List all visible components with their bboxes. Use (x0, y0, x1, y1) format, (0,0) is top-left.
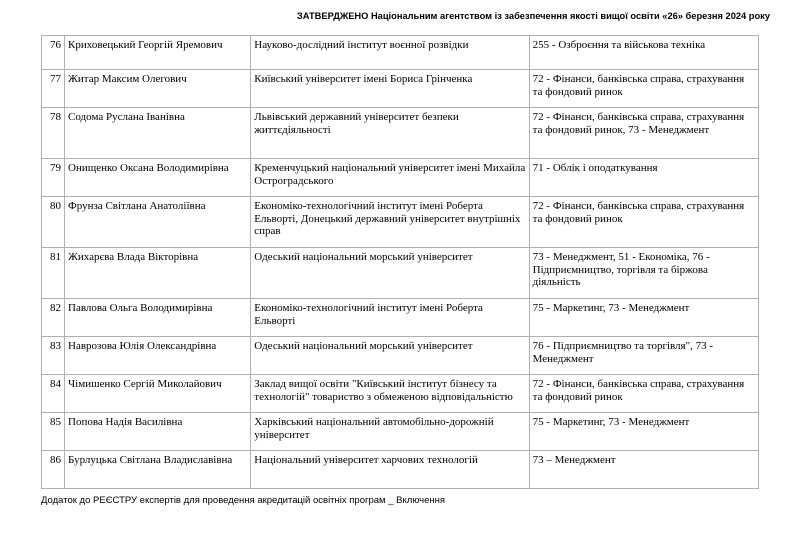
specialty: 71 - Облік і оподаткування (529, 159, 758, 197)
table-row (42, 108, 759, 159)
approval-header: ЗАТВЕРДЖЕНО Національним агентством із забезпечення якості вищої освіти «26» березня 2024 року (296, 11, 770, 21)
expert-name: Жихарєва Влада Вікторівна (65, 248, 251, 299)
row-number: 85 (42, 413, 65, 451)
institution: Харківський національний автомобільно-дорожній університет (251, 413, 529, 451)
institution: Науково-дослідний інститут воєнної розвідки (251, 36, 529, 70)
institution: Кременчуцький національний університет імені Михайла Остроградського (251, 159, 529, 197)
row-number: 80 (42, 197, 65, 248)
specialty: 76 - Підприємництво та торгівля", 73 - Менеджмент (529, 337, 758, 375)
institution: Заклад вищої освіти "Київський інститут бізнесу та технологій" товариство з обмеженою відповідальністю (251, 375, 529, 413)
table-row (42, 375, 759, 413)
institution: Одеський національний морський університет (251, 248, 529, 299)
expert-name: Наврозова Юлія Олександрівна (65, 337, 251, 375)
expert-name: Житар Максим Олегович (65, 70, 251, 108)
specialty: 72 - Фінанси, банківська справа, страхування та фондовий ринок, 73 - Менеджмент (529, 108, 758, 159)
row-number: 79 (42, 159, 65, 197)
row-number: 84 (42, 375, 65, 413)
specialty: 255 - Озброєння та військова техніка (529, 36, 758, 70)
table-row (42, 337, 759, 375)
row-number: 81 (42, 248, 65, 299)
expert-name: Бурлуцька Світлана Владиславівна (65, 451, 251, 489)
footer-note: Додаток до РЕЄСТРУ експертів для проведення акредитацій освітніх програм _ Включення (41, 495, 446, 506)
table-row (42, 159, 759, 197)
table-row (42, 299, 759, 337)
specialty: 75 - Маркетинг, 73 - Менеджмент (529, 299, 758, 337)
expert-name: Попова Надія Василівна (65, 413, 251, 451)
institution: Київський університет імені Бориса Грінченка (251, 70, 529, 108)
row-number: 83 (42, 337, 65, 375)
specialty: 72 - Фінанси, банківська справа, страхування та фондовий ринок (529, 375, 758, 413)
expert-name: Онищенко Оксана Володимирівна (65, 159, 251, 197)
row-number: 78 (42, 108, 65, 159)
expert-name: Чімишенко Сергій Миколайович (65, 375, 251, 413)
specialty: 72 - Фінанси, банківська справа, страхування та фондовий ринок (529, 70, 758, 108)
experts-table (41, 35, 759, 489)
row-number: 77 (42, 70, 65, 108)
institution: Одеський національний морський університет (251, 337, 529, 375)
row-number: 76 (42, 36, 65, 70)
specialty: 75 - Маркетинг, 73 - Менеджмент (529, 413, 758, 451)
row-number: 82 (42, 299, 65, 337)
institution: Економіко-технологічний інститут імені Роберта Ельворті (251, 299, 529, 337)
expert-name: Павлова Ольга Володимирівна (65, 299, 251, 337)
expert-name: Фрунза Світлана Анатоліївна (65, 197, 251, 248)
institution: Львівський державний університет безпеки життєдіяльності (251, 108, 529, 159)
table-row (42, 70, 759, 108)
expert-name: Криховецький Георгій Яремович (65, 36, 251, 70)
table-row (42, 451, 759, 489)
specialty: 73 - Менеджмент, 51 - Економіка, 76 - Підприємництво, торгівля та біржова діяльність (529, 248, 758, 299)
table-row (42, 413, 759, 451)
expert-name: Содома Руслана Іванівна (65, 108, 251, 159)
table-row (42, 36, 759, 70)
institution: Економіко-технологічний інститут імені Роберта Ельворті, Донецький державний університет внутрішніх справ (251, 197, 529, 248)
institution: Національний університет харчових технологій (251, 451, 529, 489)
specialty: 72 - Фінанси, банківська справа, страхування та фондовий ринок (529, 197, 758, 248)
table-row (42, 248, 759, 299)
table-row (42, 197, 759, 248)
row-number: 86 (42, 451, 65, 489)
specialty: 73 – Менеджмент (529, 451, 758, 489)
